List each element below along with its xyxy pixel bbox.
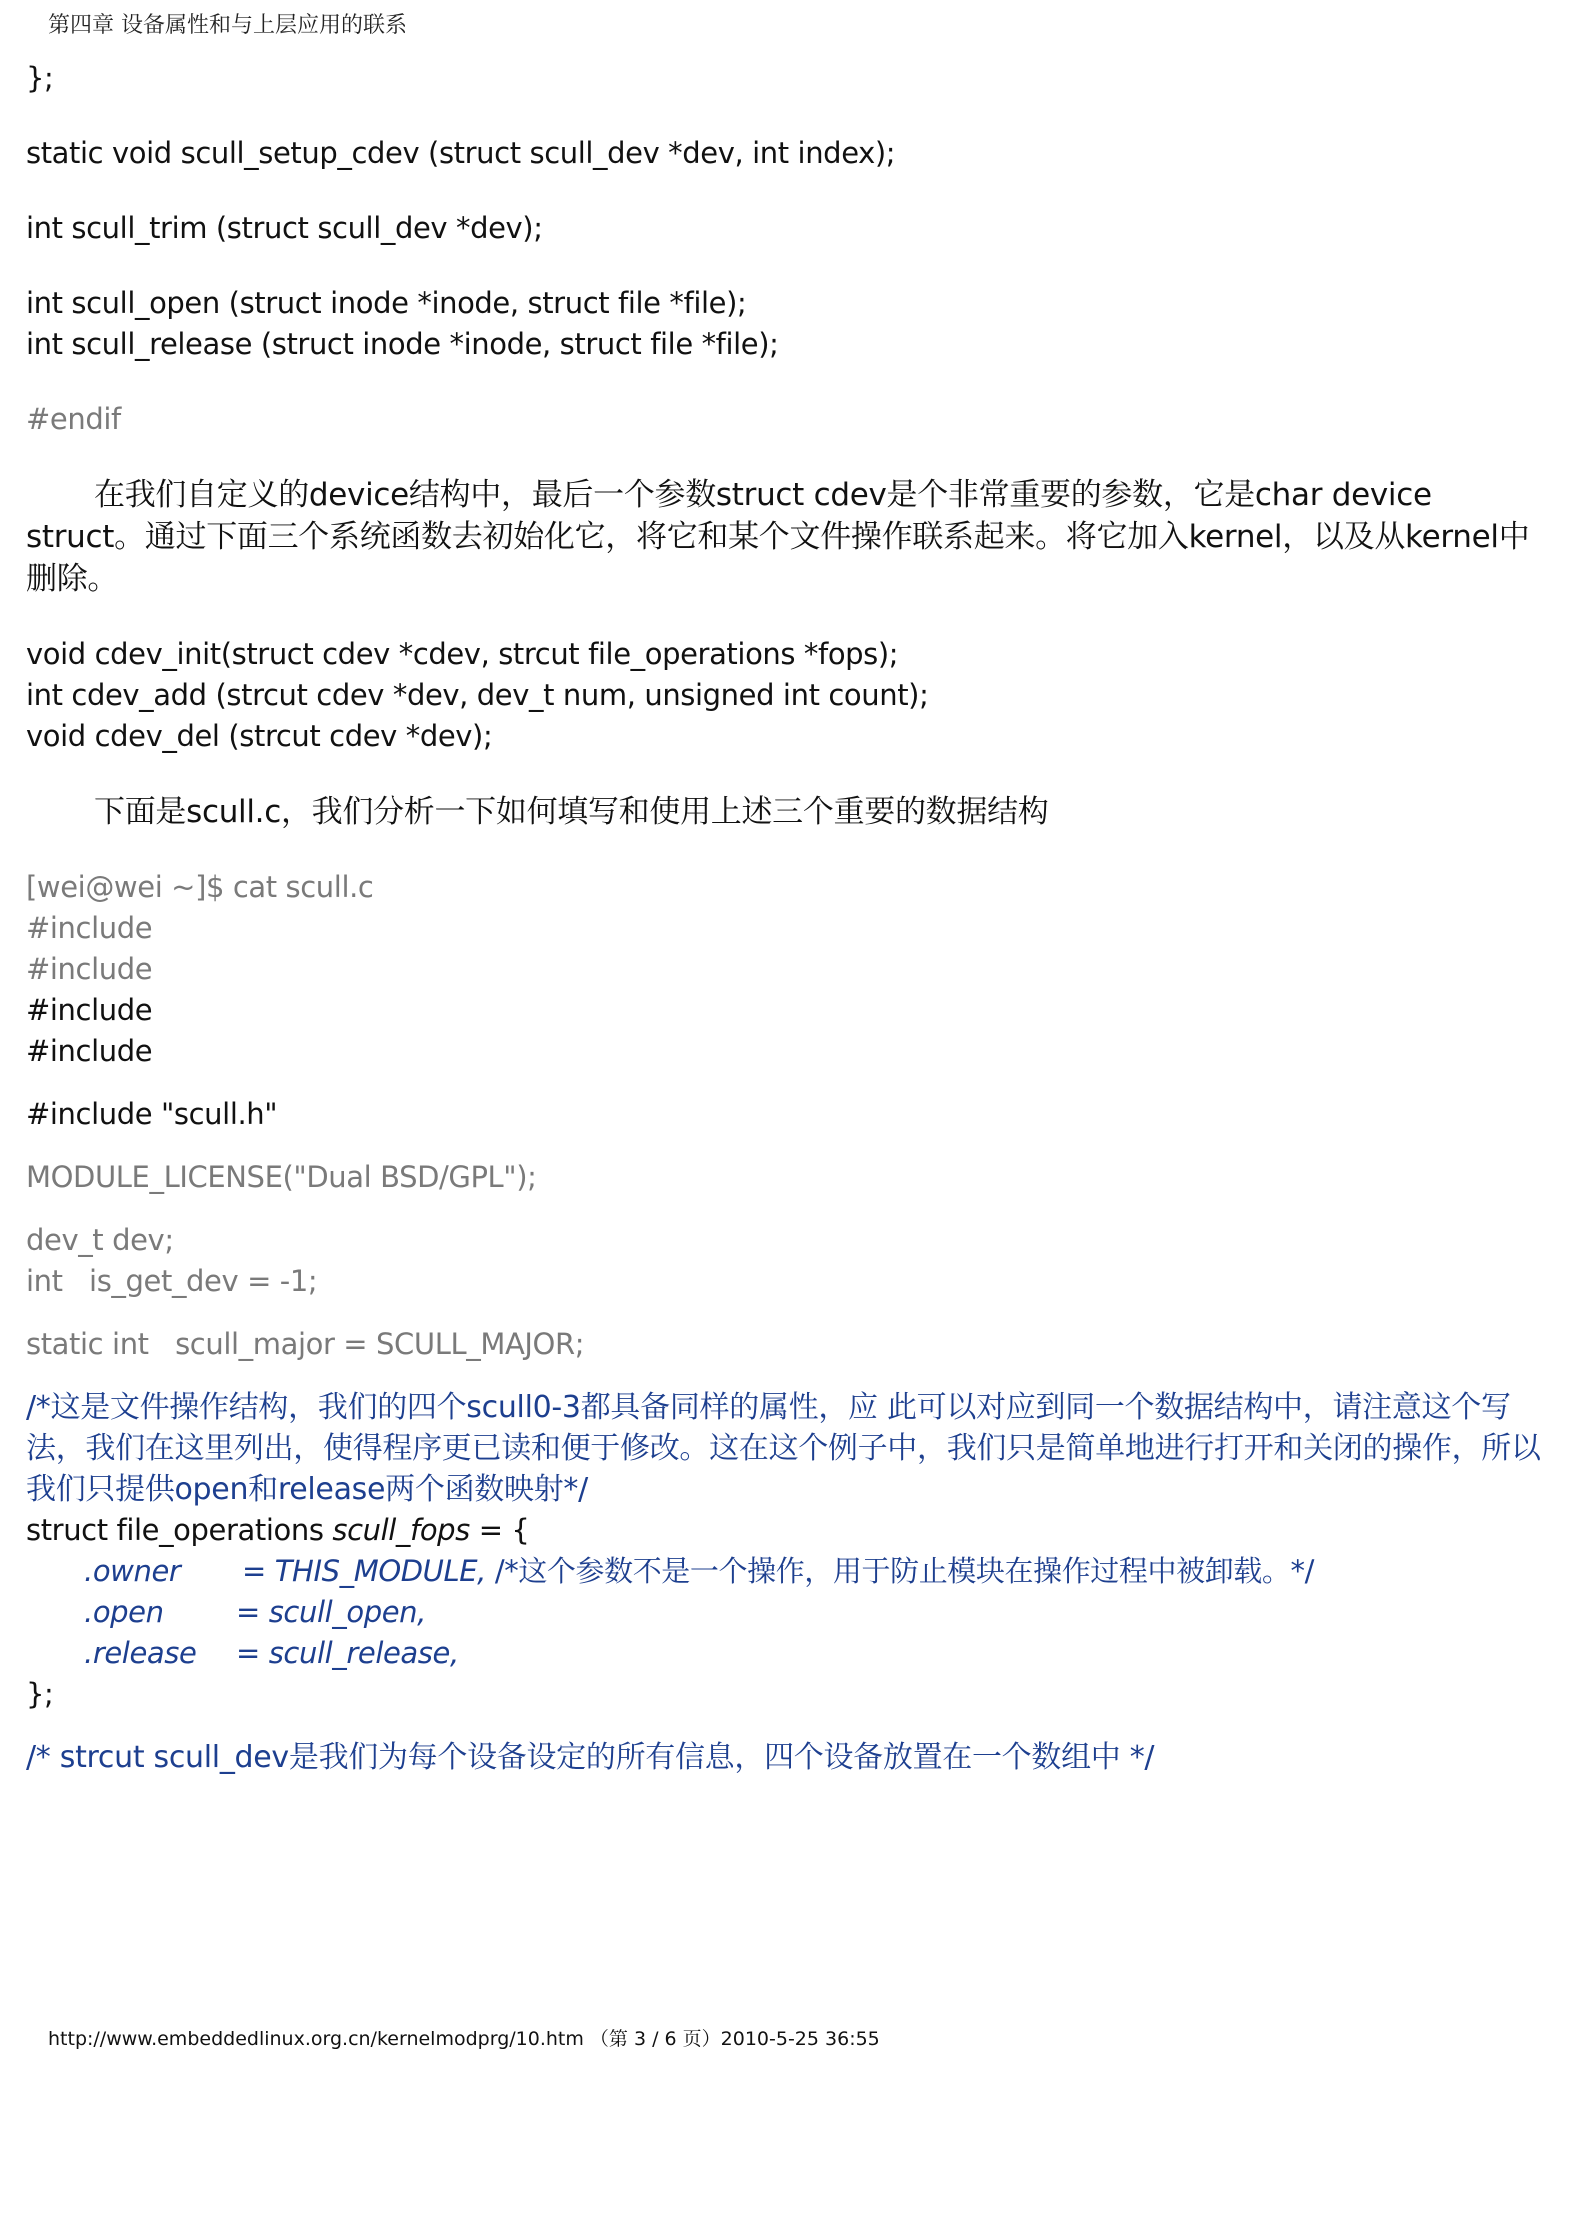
owner-comment: /*这个参数不是一个操作，用于防止模块在操作过程中被卸载。*/ [486, 1554, 1314, 1588]
code-line: int is_get_dev = -1; [26, 1264, 318, 1298]
include-line: #include [26, 1034, 153, 1068]
fops-release [26, 1633, 1566, 1674]
open-value: = scull_open, [236, 1595, 426, 1629]
code-line: static int scull_major = SCULL_MAJOR; [26, 1327, 585, 1361]
include-line: #include [26, 952, 153, 986]
page-footer: http://www.embeddedlinux.org.cn/kernelmodprg/10.htm （第 3 / 6 页）2010-5-25 36:55 [48, 2028, 880, 2050]
license-line: MODULE_LICENSE("Dual BSD/GPL"); [26, 1160, 537, 1194]
include-line: #include [26, 993, 153, 1027]
paragraph-cdev: 在我们自定义的device结构中，最后一个参数struct cdev是个非常重要的参数，它是char device struct。通过下面三个系统函数去初始化它，将它和某个文件操作联系起来。将它加入kernel，以及从kernel中删除。 [26, 477, 1530, 597]
fops-open-brace: = { [469, 1513, 530, 1547]
release-value: = scull_release, [236, 1636, 459, 1670]
include-line: #include [26, 911, 153, 945]
fops-open [26, 1592, 1566, 1633]
owner-key: .owner [84, 1554, 181, 1588]
code-line: void cdev_init(struct cdev *cdev, strcut file_operations *fops); [26, 637, 899, 671]
page-header: 第四章 设备属性和与上层应用的联系 [48, 13, 407, 38]
code-line: dev_t dev; [26, 1223, 174, 1257]
shell-prompt: [wei@wei ~]$ cat scull.c [26, 870, 374, 904]
owner-value: = THIS_MODULE, [242, 1554, 487, 1588]
fops-owner [26, 1551, 1566, 1592]
include-scull-line: #include "scull.h" [26, 1097, 278, 1131]
paragraph-scull: 下面是scull.c，我们分析一下如何填写和使用上述三个重要的数据结构 [94, 794, 1049, 830]
release-key: .release [84, 1636, 197, 1670]
fops-close: }; [26, 1677, 54, 1711]
fops-declaration [26, 1510, 1566, 1551]
comment-scull-dev: /* strcut scull_dev是我们为每个设备设定的所有信息，四个设备放置在一个数组中 */ [26, 1740, 1155, 1775]
code-line: int scull_open (struct inode *inode, struct file *file); [26, 286, 747, 320]
fops-name: scull_fops [332, 1513, 470, 1547]
open-key: .open [84, 1595, 164, 1629]
document-body [26, 58, 1566, 1778]
code-line: int scull_release (struct inode *inode, struct file *file); [26, 327, 779, 361]
code-line: int cdev_add (strcut cdev *dev, dev_t num, unsigned int count); [26, 678, 929, 712]
fops-type: struct file_operations [26, 1513, 333, 1547]
code-line: void cdev_del (strcut cdev *dev); [26, 719, 493, 753]
code-line: }; [26, 61, 54, 95]
code-line: int scull_trim (struct scull_dev *dev); [26, 211, 543, 245]
preprocessor-line: #endif [26, 402, 121, 436]
code-line: static void scull_setup_cdev (struct scull_dev *dev, int index); [26, 136, 896, 170]
comment-fops: /*这是文件操作结构，我们的四个scull0-3都具备同样的属性，应 此可以对应到同一个数据结构中，请注意这个写法，我们在这里列出，使得程序更已读和便于修改。这在这个例子中，我们只是简单地进行打开和关闭的操作，所以 我们只提供open和release两个函数映射*/ [26, 1390, 1541, 1507]
